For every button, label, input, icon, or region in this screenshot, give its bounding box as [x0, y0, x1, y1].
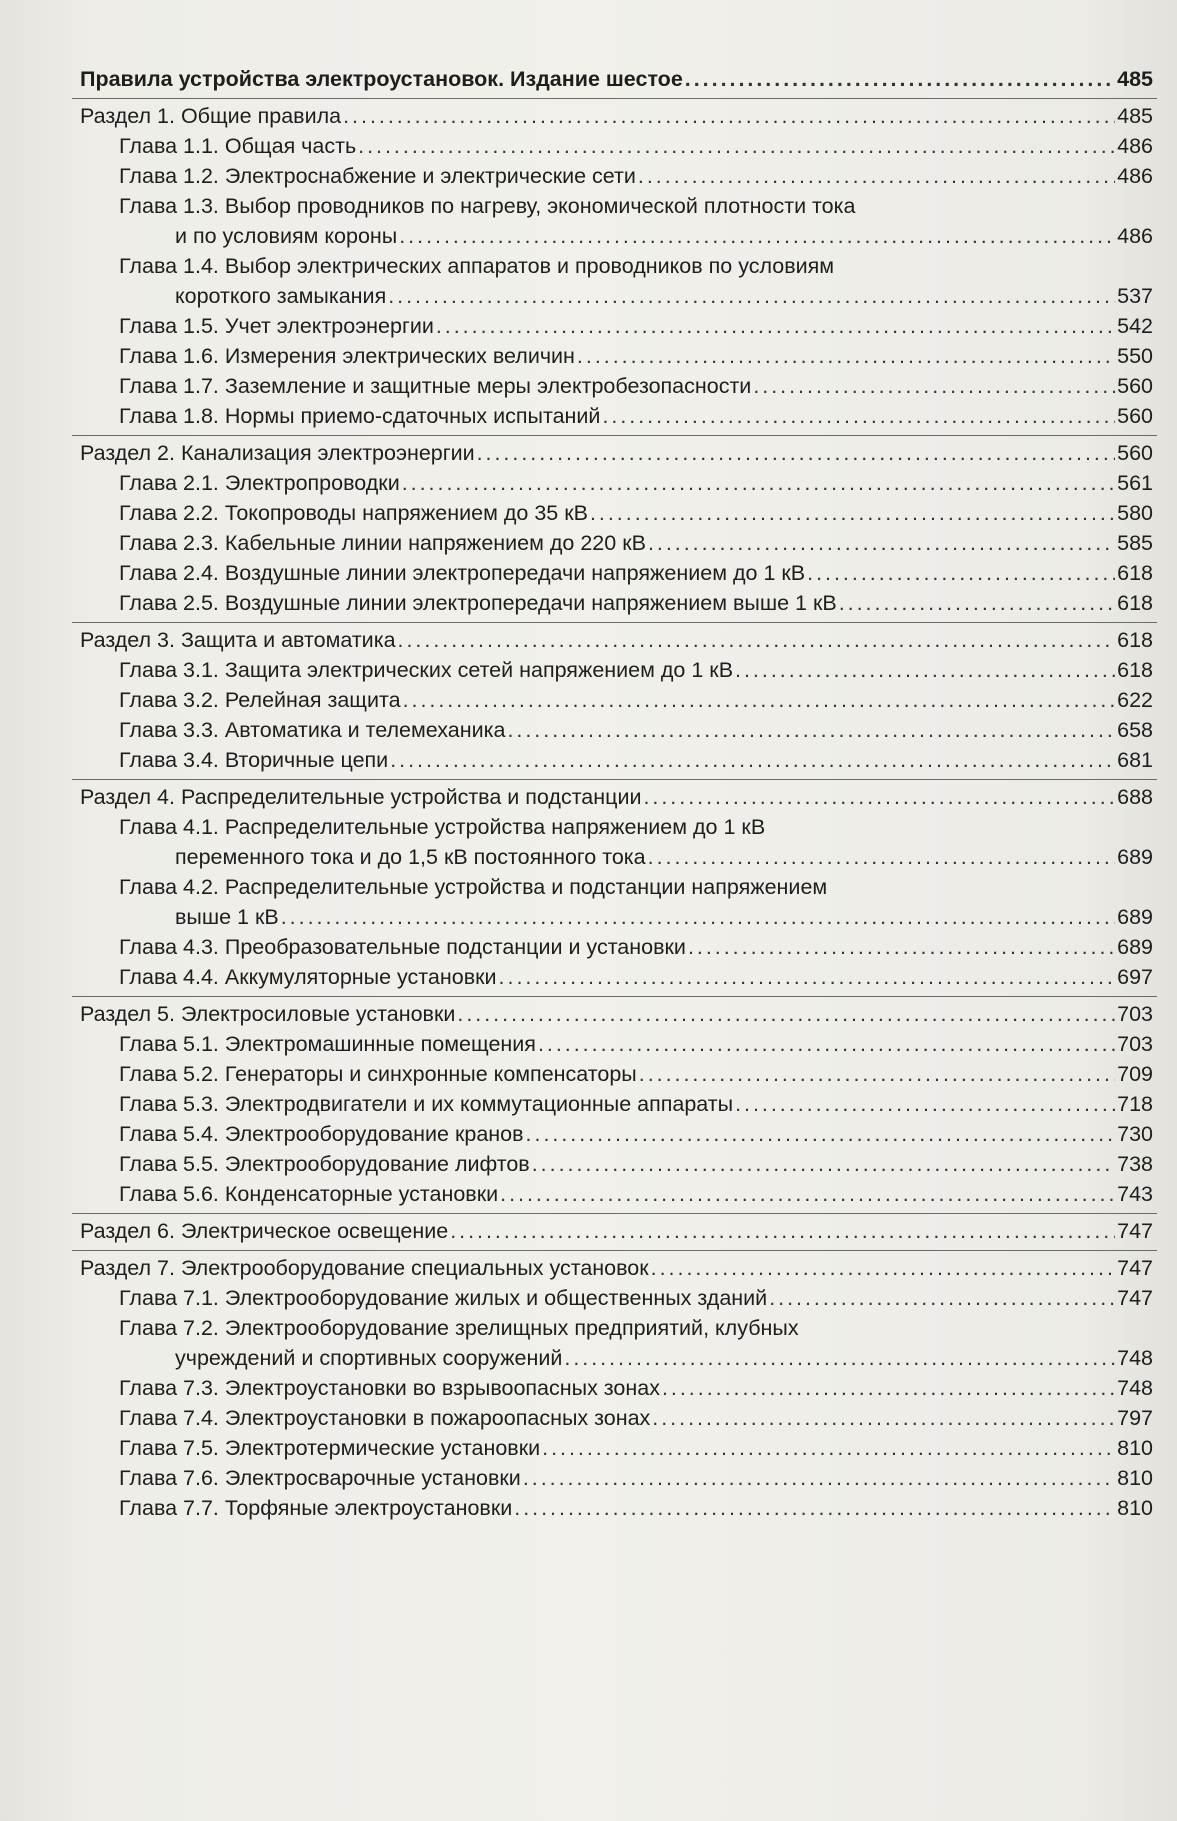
- section-divider: [72, 996, 1157, 997]
- toc-chapter-title-line: Глава 1.2. Электроснабжение и электрические сети: [119, 164, 636, 188]
- toc-chapter-page: 709: [1117, 1062, 1153, 1086]
- toc-chapter: [80, 685, 1153, 715]
- toc-chapter-title-line: Глава 7.7. Торфяные электроустановки: [119, 1496, 513, 1520]
- toc-chapter-title-line: Глава 7.6. Электросварочные установки: [119, 1466, 521, 1490]
- toc-chapter-title-line: Глава 2.4. Воздушные линии электропередачи напряжением до 1 кВ: [119, 561, 806, 585]
- toc-chapter: [80, 1433, 1153, 1463]
- toc-book-title-text: Правила устройства электроустановок. Издание шестое: [80, 67, 683, 91]
- dot-leader: [402, 468, 1115, 498]
- toc-chapter-page: 486: [1117, 164, 1153, 188]
- toc-chapter-page: 681: [1117, 748, 1153, 772]
- dot-leader: [577, 341, 1115, 371]
- dot-leader: [436, 311, 1115, 341]
- dot-leader: [499, 962, 1116, 992]
- toc-chapter-page: 689: [1117, 935, 1153, 959]
- toc-section-title: Раздел 3. Защита и автоматика: [80, 628, 396, 652]
- toc-section-page: 747: [1117, 1256, 1153, 1280]
- toc-chapter-page: 486: [1117, 134, 1153, 158]
- toc-chapter-title-line: Глава 4.2. Распределительные устройства и подстанции напряжением: [119, 875, 828, 899]
- toc-chapter-page: 542: [1117, 314, 1153, 338]
- toc-chapter-title-line: Глава 1.1. Общая часть: [119, 134, 357, 158]
- toc-chapter: [80, 1463, 1153, 1493]
- toc-chapter: [80, 191, 1153, 251]
- dot-leader: [648, 528, 1115, 558]
- toc-section: [80, 438, 1153, 468]
- toc-chapter-title-line: Глава 5.5. Электрооборудование лифтов: [119, 1152, 530, 1176]
- toc-chapter-title-line: Глава 7.2. Электрооборудование зрелищных предприятий, клубных: [119, 1316, 799, 1340]
- dot-leader: [399, 221, 1115, 251]
- section-divider: [72, 435, 1157, 436]
- dot-leader: [542, 1433, 1115, 1463]
- toc-chapter-page: 810: [1117, 1466, 1153, 1490]
- toc-chapter: [80, 1373, 1153, 1403]
- dot-leader: [643, 782, 1115, 812]
- toc-chapter: [80, 1179, 1153, 1209]
- toc-chapter-page: 561: [1117, 471, 1153, 495]
- toc-section: [80, 1253, 1153, 1283]
- toc-chapter: [80, 311, 1153, 341]
- toc-chapter-page: 689: [1117, 845, 1153, 869]
- toc-chapter-page: 618: [1117, 591, 1153, 615]
- toc-chapter: [80, 161, 1153, 191]
- toc-chapter: [80, 251, 1153, 311]
- toc-chapter-page: 718: [1117, 1092, 1153, 1116]
- toc-chapter-title-line: Глава 7.1. Электрооборудование жилых и общественных зданий: [119, 1286, 768, 1310]
- toc-chapter: [80, 1059, 1153, 1089]
- toc-chapter: [80, 1493, 1153, 1523]
- toc-section-page: 560: [1117, 441, 1153, 465]
- section-divider: [72, 1213, 1157, 1214]
- toc-chapter-page: 748: [1117, 1376, 1153, 1400]
- dot-leader: [839, 588, 1115, 618]
- toc-chapter-title-line: короткого замыкания: [175, 284, 387, 308]
- toc-chapter: [80, 468, 1153, 498]
- toc-chapter-title-line: Глава 2.5. Воздушные линии электропередачи напряжением выше 1 кВ: [119, 591, 837, 615]
- toc-chapter-title-line: Глава 7.3. Электроустановки во взрывоопасных зонах: [119, 1376, 660, 1400]
- toc-chapter: [80, 588, 1153, 618]
- dot-leader: [343, 101, 1115, 131]
- dot-leader: [390, 745, 1115, 775]
- dot-leader: [398, 625, 1116, 655]
- toc-chapter-title-line: Глава 2.3. Кабельные линии напряжением до 220 кВ: [119, 531, 646, 555]
- toc-chapter: [80, 131, 1153, 161]
- toc-chapter: [80, 341, 1153, 371]
- dot-leader: [532, 1149, 1115, 1179]
- toc-chapter: [80, 1089, 1153, 1119]
- toc-section-title: Раздел 4. Распределительные устройства и подстанции: [80, 785, 642, 809]
- toc-chapter: [80, 371, 1153, 401]
- toc-chapter-page: 622: [1117, 688, 1153, 712]
- toc-chapter: [80, 715, 1153, 745]
- toc-section-page: 747: [1117, 1219, 1153, 1243]
- toc-chapter: [80, 1149, 1153, 1179]
- toc-chapter: [80, 872, 1153, 932]
- dot-leader: [753, 371, 1115, 401]
- dot-leader: [769, 1283, 1115, 1313]
- toc-chapter-title-line: Глава 3.1. Защита электрических сетей напряжением до 1 кВ: [119, 658, 734, 682]
- toc-section-page: 688: [1117, 785, 1153, 809]
- dot-leader: [450, 1216, 1115, 1246]
- dot-leader: [523, 1463, 1115, 1493]
- dot-leader: [652, 1403, 1115, 1433]
- toc-chapter-title-line: Глава 5.6. Конденсаторные установки: [119, 1182, 499, 1206]
- toc-chapter-page: 486: [1117, 224, 1153, 248]
- toc-chapter: [80, 812, 1153, 872]
- dot-leader: [457, 999, 1115, 1029]
- toc-chapter: [80, 1313, 1153, 1373]
- toc-chapter-page: 689: [1117, 905, 1153, 929]
- toc-chapter-title-line: выше 1 кВ: [175, 905, 279, 929]
- toc-chapter-page: 810: [1117, 1496, 1153, 1520]
- toc-chapter: [80, 1119, 1153, 1149]
- toc-chapter: [80, 1283, 1153, 1313]
- toc-section-page: 618: [1117, 628, 1153, 652]
- section-divider: [72, 622, 1157, 623]
- dot-leader: [477, 438, 1116, 468]
- toc-chapter-title-line: Глава 4.1. Распределительные устройства напряжением до 1 кВ: [119, 815, 766, 839]
- toc-chapter-title-line: Глава 3.2. Релейная защита: [119, 688, 401, 712]
- dot-leader: [500, 1179, 1115, 1209]
- toc-section-title: Раздел 1. Общие правила: [80, 104, 342, 128]
- toc-chapter: [80, 401, 1153, 431]
- toc-chapter-page: 618: [1117, 658, 1153, 682]
- dot-leader: [651, 1253, 1115, 1283]
- dot-leader: [639, 1059, 1115, 1089]
- toc-chapter-page: 618: [1117, 561, 1153, 585]
- toc-chapter-page: 810: [1117, 1436, 1153, 1460]
- section-divider: [72, 98, 1157, 99]
- toc-chapter-title-line: Глава 1.6. Измерения электрических величин: [119, 344, 575, 368]
- toc-book-title: [80, 64, 1153, 94]
- toc-section-title: Раздел 7. Электрооборудование специальных установок: [80, 1256, 649, 1280]
- section-divider: [72, 1250, 1157, 1251]
- dot-leader: [388, 281, 1115, 311]
- table-of-contents: [80, 64, 1153, 1523]
- toc-chapter-title-line: Глава 1.4. Выбор электрических аппаратов и проводников по условиям: [119, 254, 835, 278]
- toc-section: [80, 1216, 1153, 1246]
- toc-chapter-page: 585: [1117, 531, 1153, 555]
- toc-chapter-page: 738: [1117, 1152, 1153, 1176]
- toc-chapter: [80, 1403, 1153, 1433]
- toc-chapter-title-line: Глава 1.5. Учет электроэнергии: [119, 314, 434, 338]
- dot-leader: [514, 1493, 1115, 1523]
- toc-chapter-title-line: учреждений и спортивных сооружений: [175, 1346, 563, 1370]
- dot-leader: [590, 498, 1115, 528]
- toc-chapter-page: 703: [1117, 1032, 1153, 1056]
- toc-section: [80, 999, 1153, 1029]
- toc-section-page: 703: [1117, 1002, 1153, 1026]
- toc-chapter-title-line: Глава 1.7. Заземление и защитные меры электробезопасности: [119, 374, 752, 398]
- dot-leader: [648, 842, 1115, 872]
- toc-chapter: [80, 1029, 1153, 1059]
- toc-chapter-page: 560: [1117, 374, 1153, 398]
- dot-leader: [564, 1343, 1115, 1373]
- dot-leader: [685, 64, 1115, 94]
- toc-chapter-title-line: Глава 5.3. Электродвигатели и их коммутационные аппараты: [119, 1092, 734, 1116]
- toc-chapter-page: 797: [1117, 1406, 1153, 1430]
- dot-leader: [735, 655, 1115, 685]
- toc-chapter-title-line: Глава 3.4. Вторичные цепи: [119, 748, 389, 772]
- dot-leader: [638, 161, 1115, 191]
- toc-chapter-page: 730: [1117, 1122, 1153, 1146]
- toc-section-title: Раздел 5. Электросиловые установки: [80, 1002, 456, 1026]
- dot-leader: [688, 932, 1115, 962]
- dot-leader: [735, 1089, 1115, 1119]
- toc-chapter-page: 550: [1117, 344, 1153, 368]
- toc-chapter-title-line: Глава 7.4. Электроустановки в пожароопасных зонах: [119, 1406, 651, 1430]
- toc-section-title: Раздел 6. Электрическое освещение: [80, 1219, 449, 1243]
- toc-chapter: [80, 655, 1153, 685]
- toc-section: [80, 625, 1153, 655]
- toc-chapter-title-line: Глава 1.8. Нормы приемо-сдаточных испытаний: [119, 404, 601, 428]
- toc-book-title-page: 485: [1117, 67, 1153, 91]
- toc-chapter-page: 697: [1117, 965, 1153, 989]
- toc-chapter-title-line: Глава 5.2. Генераторы и синхронные компенсаторы: [119, 1062, 637, 1086]
- toc-chapter-title-line: Глава 7.5. Электротермические установки: [119, 1436, 541, 1460]
- toc-chapter-page: 748: [1117, 1346, 1153, 1370]
- toc-chapter-title-line: Глава 5.1. Электромашинные помещения: [119, 1032, 536, 1056]
- toc-chapter-title-line: Глава 2.2. Токопроводы напряжением до 35 кВ: [119, 501, 588, 525]
- toc-section-title: Раздел 2. Канализация электроэнергии: [80, 441, 475, 465]
- toc-chapter-page: 560: [1117, 404, 1153, 428]
- toc-chapter: [80, 745, 1153, 775]
- toc-chapter: [80, 528, 1153, 558]
- toc-chapter-title-line: и по условиям короны: [175, 224, 398, 248]
- dot-leader: [807, 558, 1115, 588]
- dot-leader: [281, 902, 1115, 932]
- toc-chapter-title-line: Глава 4.4. Аккумуляторные установки: [119, 965, 497, 989]
- dot-leader: [602, 401, 1115, 431]
- dot-leader: [538, 1029, 1115, 1059]
- section-divider: [72, 779, 1157, 780]
- dot-leader: [507, 715, 1115, 745]
- toc-chapter-page: 537: [1117, 284, 1153, 308]
- dot-leader: [358, 131, 1115, 161]
- toc-chapter: [80, 498, 1153, 528]
- toc-chapter: [80, 962, 1153, 992]
- dot-leader: [403, 685, 1116, 715]
- toc-section: [80, 101, 1153, 131]
- toc-chapter-title-line: Глава 5.4. Электрооборудование кранов: [119, 1122, 524, 1146]
- toc-section-page: 485: [1117, 104, 1153, 128]
- dot-leader: [526, 1119, 1116, 1149]
- dot-leader: [662, 1373, 1115, 1403]
- toc-chapter-page: 658: [1117, 718, 1153, 742]
- toc-chapter-title-line: Глава 3.3. Автоматика и телемеханика: [119, 718, 506, 742]
- toc-chapter-page: 743: [1117, 1182, 1153, 1206]
- toc-chapter: [80, 558, 1153, 588]
- toc-chapter-title-line: Глава 4.3. Преобразовательные подстанции и установки: [119, 935, 686, 959]
- toc-sections: [80, 98, 1153, 1523]
- toc-chapter-page: 580: [1117, 501, 1153, 525]
- toc-chapter-page: 747: [1117, 1286, 1153, 1310]
- toc-chapter: [80, 932, 1153, 962]
- toc-chapter-title-line: переменного тока и до 1,5 кВ постоянного тока: [175, 845, 646, 869]
- toc-chapter-title-line: Глава 1.3. Выбор проводников по нагреву, экономической плотности тока: [119, 194, 856, 218]
- toc-chapter-title-line: Глава 2.1. Электропроводки: [119, 471, 400, 495]
- toc-section: [80, 782, 1153, 812]
